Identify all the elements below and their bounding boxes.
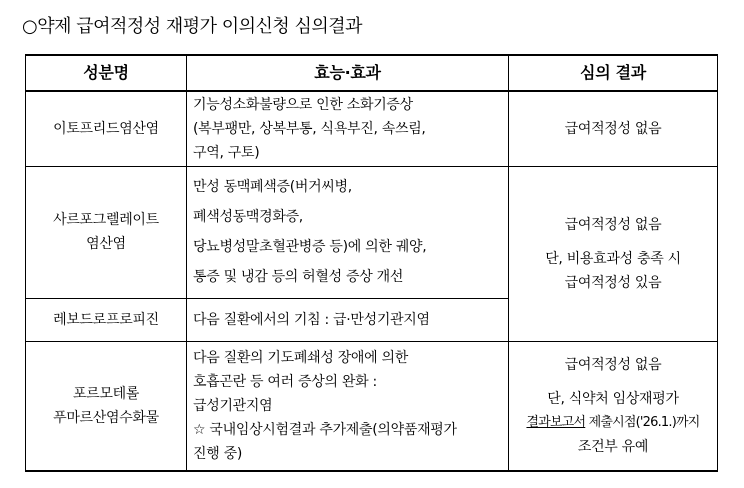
efficacy-line: (복부팽만, 상복부통, 식욕부진, 속쓰림, [193,120,426,137]
result-line: 급여적정성 있음 [564,274,662,291]
efficacy-line: 진행 중) [193,445,242,462]
table-row [26,91,718,166]
ingredient-cell [26,166,187,298]
result-cell [509,91,718,166]
table-row [26,341,718,471]
ingredient-cell [26,91,187,166]
ingredient-name: 레보드로프로피진 [53,311,159,328]
efficacy-cell [187,91,509,166]
efficacy-line: 당뇨병성말초혈관병증 등)에 의한 궤양, [193,239,427,255]
report-underlined: 결과보고서 [526,414,586,430]
result-cell [509,166,718,341]
result-line: 조건부 유예 [577,438,649,455]
review-result-table [25,54,718,472]
header-ingredient: 성분명 [26,55,187,91]
efficacy-line: ☆ 국내임상시험결과 추가제출(의약품재평가 [193,421,457,438]
ingredient-name: 이토프리드염산염 [53,120,159,137]
ingredient-name: 푸마르산염수화물 [53,409,159,426]
ingredient-name: 염산염 [86,236,126,252]
ingredient-cell [26,298,187,341]
ingredient-name: 사르포그렐레이트 [53,212,159,228]
efficacy-cell [187,166,509,298]
efficacy-line: 기능성소화불량으로 인한 소화기증상 [193,96,413,113]
efficacy-line: 급성기관지염 [193,397,273,414]
submission-deadline: 제출시점('26.1.)까지 [585,414,700,430]
ingredient-cell [26,341,187,471]
efficacy-line: 폐색성동맥경화증, [193,209,303,225]
result-line: 급여적정성 없음 [564,356,662,373]
efficacy-line: 다음 질환의 기도폐쇄성 장애에 의한 [193,349,408,366]
header-efficacy: 효능·효과 [187,55,509,91]
result-line: 단, 비용효과성 충족 시 [545,250,681,267]
table-row [26,166,718,298]
efficacy-line: 만성 동맥폐색증(버거씨병, [193,179,352,195]
result-cell [509,341,718,471]
result-line [515,411,711,435]
efficacy-cell [187,298,509,341]
document-title: ○약제 급여적정성 재평가 이의신청 심의결과 [22,16,363,37]
result-line: 단, 식약처 임상재평가 [547,390,679,407]
efficacy-cell [187,341,509,471]
efficacy-line: 통증 및 냉감 등의 허혈성 증상 개선 [193,269,404,285]
efficacy-line: 구역, 구토) [193,144,260,161]
efficacy-line: 다음 질환에서의 기침 : 급·만성기관지염 [193,311,430,328]
ingredient-name: 포르모테롤 [72,385,140,402]
table-header-row [26,55,718,91]
result-line: 급여적정성 없음 [564,120,662,137]
header-result: 심의 결과 [509,55,718,91]
result-line: 급여적정성 없음 [564,216,662,233]
efficacy-line: 호흡곤란 등 여러 증상의 완화 : [193,373,377,390]
